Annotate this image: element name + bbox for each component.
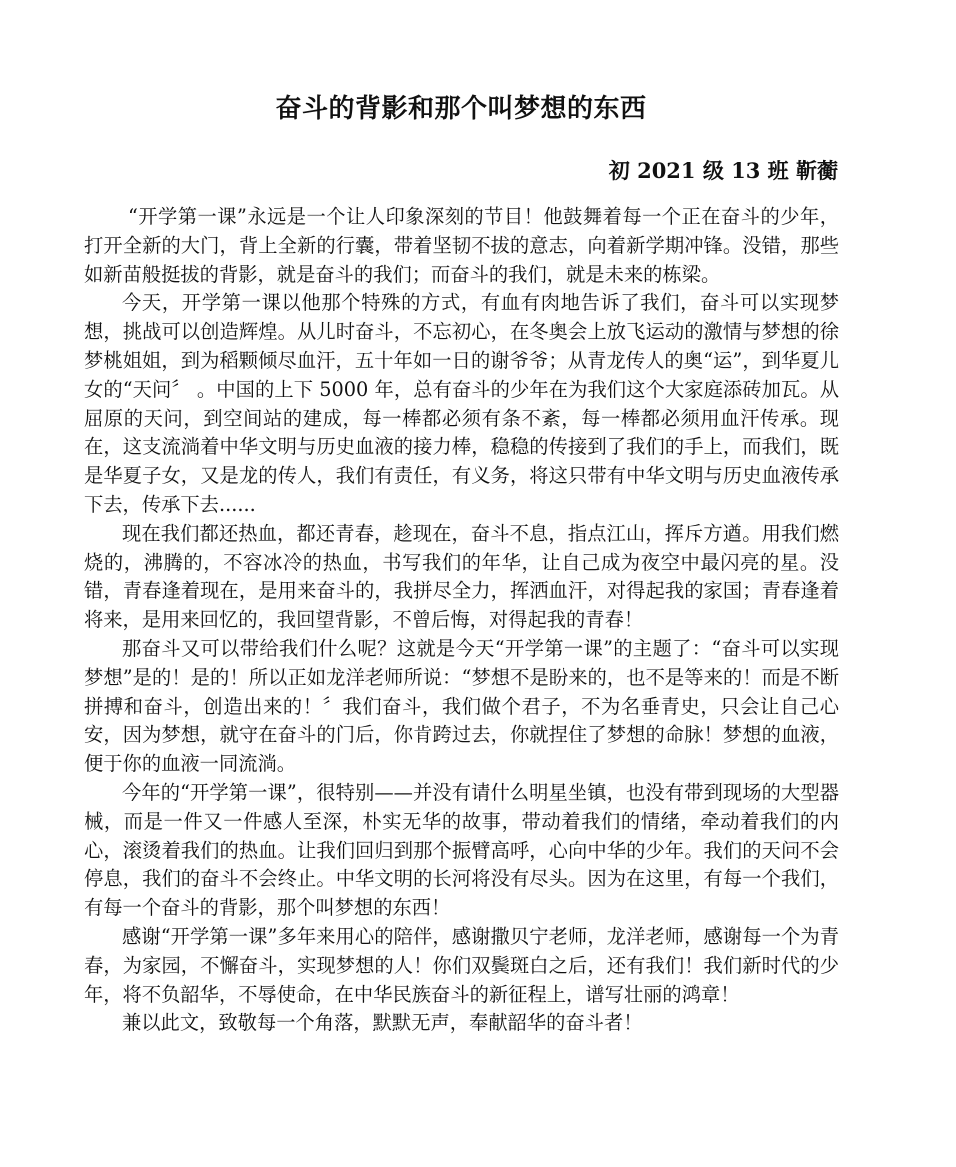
paragraph: 今天，开学第一课以他那个特殊的方式，有血有肉地告诉了我们，奋斗可以实现梦想，挑战可以创造辉煌。从儿时奋斗，不忘初心，在冬奥会上放飞运动的激情与梦想的徐梦桃姐姐，到为稻颗倾尽血汗，五十年如一日的谢爷爷；从青龙传人的奥“运”，到华夏儿女的“天问〞 。中国的上下 5000 年，总有奋斗的少年在为我们这个大家庭添砖加瓦。从屈原的天问，到空间站的建成，每一棒都必须有条不紊，每一棒都必须用血汗传承。现在，这支流淌着中华文明与历史血液的接力棒，稳稳的传接到了我们的手上，而我们，既是华夏子女，又是龙的传人，我们有责任，有义务，将这只带有中华文明与历史血液传承下去，传承下去...... — [84, 291, 839, 516]
document-title: 奋斗的背影和那个叫梦想的东西 — [275, 94, 647, 125]
paragraph: 现在我们都还热血，都还青春，趁现在，奋斗不息，指点江山，挥斥方遒。用我们燃烧的，沸腾的，不容冰冷的热血，书写我们的年华，让自己成为夜空中最闪亮的星。没错，青春逢着现在，是用来奋斗的，我拼尽全力，挥洒血汗，对得起我的家国；青春逢着将来，是用来回忆的，我回望背影，不曾后悔，对得起我的青春！ — [84, 521, 839, 632]
paragraph: 今年的“开学第一课”，很特别——并没有请什么明星坐镇，也没有带到现场的大型器械，而是一件又一件感人至深，朴实无华的故事，带动着我们的情绪，牵动着我们的内心，滚烫着我们的热血。让我们回归到那个振臂高呼，心向中华的少年。我们的天问不会停息，我们的奋斗不会终止。中华文明的长河将没有尽头。因为在这里，有每一个我们，有每一个奋斗的背影，那个叫梦想的东西！ — [84, 780, 839, 920]
paragraph: 感谢“开学第一课”多年来用心的陪伴，感谢撒贝宁老师，龙洋老师，感谢每一个为青春，为家园，不懈奋斗，实现梦想的人！你们双鬓斑白之后，还有我们！我们新时代的少年，将不负韶华，不辱使命，在中华民族奋斗的新征程上，谱写壮丽的鸿章！ — [84, 924, 839, 1006]
author-byline: 初 2021 级 13 班 靳蘅 — [608, 158, 838, 183]
paragraph: 兼以此文，致敬每一个角落，默默无声，奉献韶华的奋斗者！ — [122, 1011, 643, 1035]
essay-body — [84, 203, 839, 1038]
paragraph: “开学第一课”永远是一个让人印象深刻的节目！他鼓舞着每一个正在奋斗的少年，打开全新的大门，背上全新的行囊，带着坚韧不拔的意志，向着新学期冲锋。没错，那些如新苗般挺拔的背影，就是奋斗的我们；而奋斗的我们，就是未来的栋梁。 — [84, 205, 839, 286]
paragraph: 那奋斗又可以带给我们什么呢？这就是今天“开学第一课”的主题了：“奋斗可以实现梦想”是的！是的！所以正如龙洋老师所说：“梦想不是盼来的，也不是等来的！而是不断拼搏和奋斗，创造出来的！〞我们奋斗，我们做个君子，不为名垂青史，只会让自己心安，因为梦想，就守在奋斗的门后，你肯跨过去，你就捏住了梦想的命脉！梦想的血液，便于你的血液一同流淌。 — [84, 636, 839, 776]
